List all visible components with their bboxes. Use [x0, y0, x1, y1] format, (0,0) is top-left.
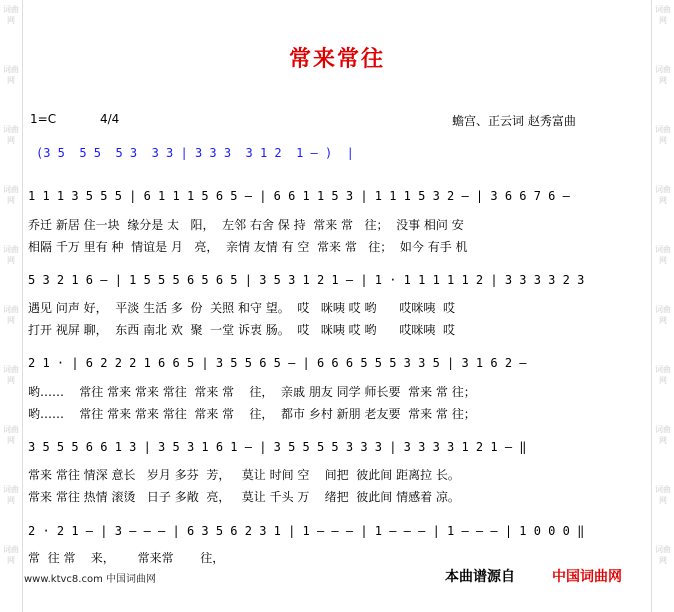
watermark-text: 词曲网 [3, 185, 19, 205]
score-notation-line: 5 3 2 1 6 — | 1 5 5 5 6 5 6 5 | 3 5 3 1 2 1 — | 1 · 1 1 1 1 1 2 | 3 3 3 3 2 3 [28, 273, 585, 287]
lyric-line: 乔迁 新居 住一块 缘分是 太 阳， 左邻 右舍 保 持 常来 常 往； 没事 相问 安 [28, 218, 464, 232]
brand-name: 中国词曲网 [552, 569, 622, 585]
time-signature: 4/4 [100, 112, 120, 126]
song-title: 常来常往 [288, 47, 385, 72]
watermark-text: 词曲网 [655, 485, 671, 505]
lyric-line: 常来 常往 热情 滚烫 日子 多敞 亮， 莫让 千头 万 绪把 彼此间 情感着 凉。 [28, 490, 460, 504]
watermark-text: 词曲网 [655, 365, 671, 385]
watermark-text: 词曲网 [655, 5, 671, 25]
source-label: 本曲谱源自 [445, 569, 515, 585]
watermark-text: 词曲网 [3, 545, 19, 565]
right-watermark-strip [651, 0, 674, 612]
watermark-text: 词曲网 [655, 245, 671, 265]
site-url: www.ktvc8.com 中国词曲网 [24, 574, 157, 585]
intro-notation: (3 5 5 5 5 3 3 3 | 3 3 3 3 1 2 1 — ) | [36, 146, 354, 160]
watermark-text: 词曲网 [3, 425, 19, 445]
watermark-text: 词曲网 [3, 5, 19, 25]
watermark-text: 词曲网 [3, 65, 19, 85]
credits: 蟾宫、正云词 赵秀富曲 [452, 114, 576, 128]
lyric-line: 常 往 常 来， 常来常 往， [28, 551, 225, 565]
watermark-text: 词曲网 [3, 305, 19, 325]
watermark-text: 词曲网 [655, 65, 671, 85]
watermark-text: 词曲网 [655, 545, 671, 565]
score-notation-line: 2 · 2 1 — | 3 — — — | 6 3 5 6 2 3 1 | 1 — — — | 1 — — — | 1 — — — | 1 0 0 0 ‖ [28, 524, 585, 538]
key-signature: 1=C [30, 112, 57, 126]
lyric-line: 常来 常往 情深 意长 岁月 多芬 芳， 莫让 时间 空 间把 彼此间 距离拉 长。 [28, 468, 460, 482]
lyric-line: 打开 视屏 聊， 东西 南北 欢 聚 一堂 诉衷 肠。 哎 咪咦 哎 哟 哎咪咦 哎 [28, 323, 455, 337]
lyric-line: 相隔 千万 里有 种 情谊是 月 亮， 亲情 友情 有 空 常来 常 往； 如今 有手 机 [28, 240, 468, 254]
lyric-line: 哟…… 常往 常来 常来 常往 常来 常 往， 都市 乡村 新朋 老友要 常来 常 往； [28, 407, 476, 421]
watermark-text: 词曲网 [3, 485, 19, 505]
score-notation-line: 3 5 5 5 6 6 1 3 | 3 5 3 1 6 1 — | 3 5 5 5 5 3 3 3 | 3 3 3 3 1 2 1 — ‖ [28, 440, 527, 454]
watermark-text: 词曲网 [655, 305, 671, 325]
watermark-text: 词曲网 [3, 125, 19, 145]
watermark-text: 词曲网 [3, 365, 19, 385]
score-notation-line: 1 1 1 3 5 5 5 | 6 1 1 1 5 6 5 — | 6 6 1 1 5 3 | 1 1 1 5 3 2 — | 3 6 6 7 6 — [28, 189, 570, 203]
left-watermark-strip [0, 0, 23, 612]
watermark-text: 词曲网 [3, 245, 19, 265]
lyric-line: 遇见 问声 好， 平淡 生活 多 份 关照 和守 望。 哎 咪咦 哎 哟 哎咪咦 哎 [28, 301, 455, 315]
lyric-line: 哟…… 常往 常来 常来 常往 常来 常 往， 亲戚 朋友 同学 师长要 常来 常 往； [28, 385, 476, 399]
score-notation-line: 2 1 · | 6 2 2 2 1 6 6 5 | 3 5 5 6 5 — | 6 6 6 5 5 5 3 3 5 | 3 1 6 2 — [28, 356, 527, 370]
watermark-text: 词曲网 [655, 425, 671, 445]
watermark-text: 词曲网 [655, 185, 671, 205]
watermark-text: 词曲网 [655, 125, 671, 145]
